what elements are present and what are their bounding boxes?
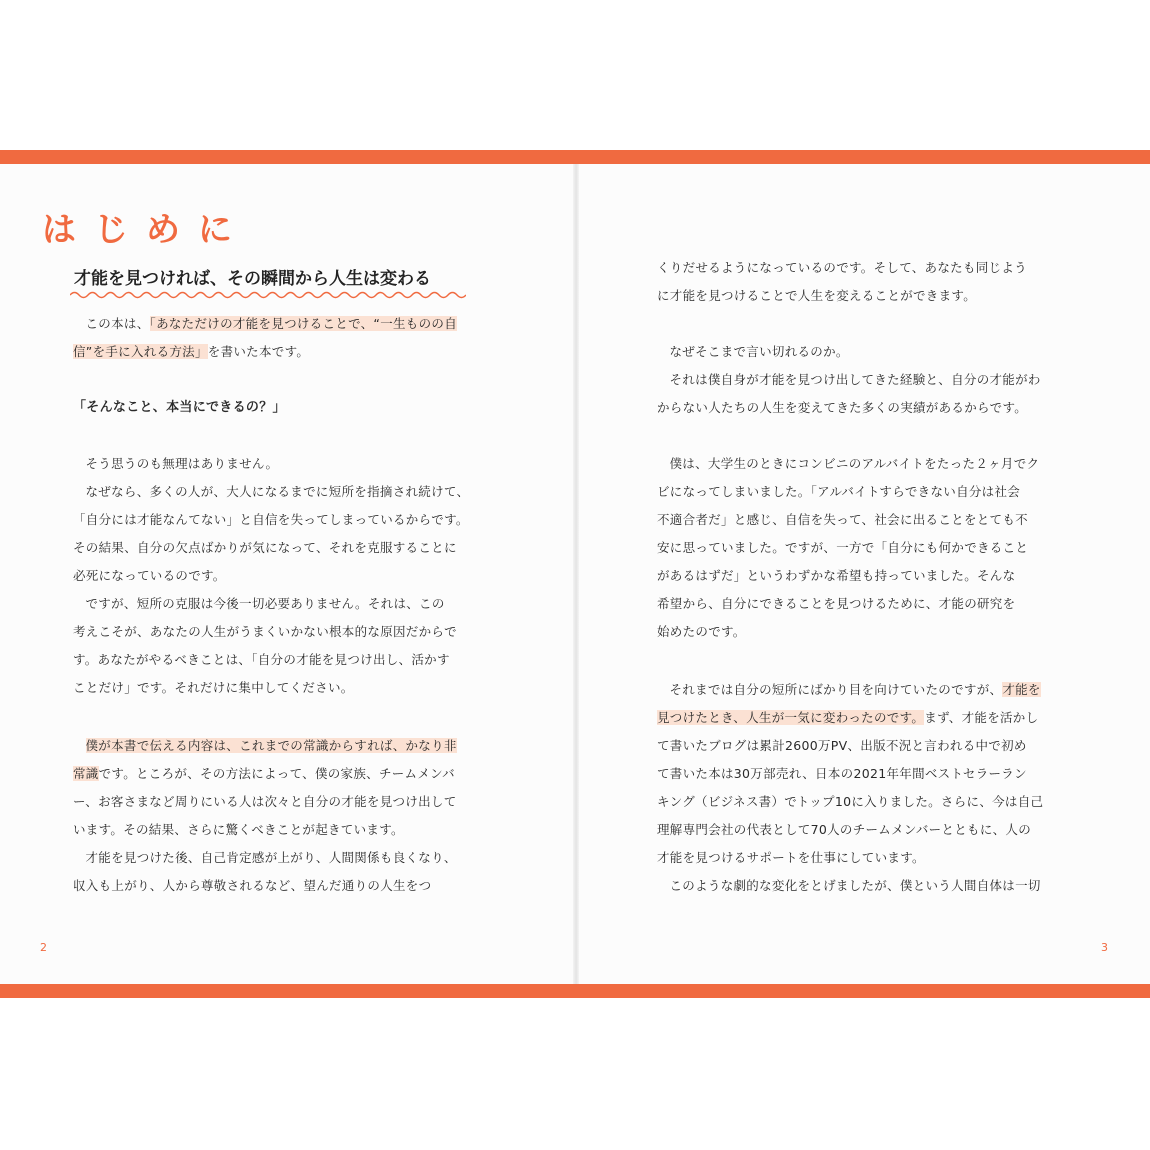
page-number: 2 xyxy=(40,941,47,954)
text-line: キング（ビジネス書）でトップ10に入りました。さらに、今は自己 xyxy=(657,794,1044,809)
wavy-underline xyxy=(70,290,466,300)
text-line: 希望から、自分にできることを見つけるために、才能の研究を xyxy=(657,596,1016,611)
text-line xyxy=(657,676,1077,704)
page-number: 3 xyxy=(1101,941,1108,954)
text-span: それまでは自分の短所にばかり目を向けていたのですが、 xyxy=(669,682,1003,697)
text-line xyxy=(73,338,503,366)
text-line: 僕は、大学生のときにコンビニのアルバイトをたった２ヶ月でク xyxy=(669,456,1040,471)
text-span: を書いた本です。 xyxy=(207,344,310,359)
text-line xyxy=(73,760,503,788)
highlight: 才能を xyxy=(1002,682,1041,697)
wavy-underline-path xyxy=(70,293,466,298)
text-line: そう思うのも無理はありません。 xyxy=(85,456,279,471)
text-line: て書いた本は30万部売れ、日本の2021年年間ベストセラーラン xyxy=(657,766,1027,781)
text-line: て書いたブログは累計2600万PV、出版不況と言われる中で初め xyxy=(657,738,1027,753)
highlight: 見つけたとき、人生が一気に変わったのです。 xyxy=(657,710,925,725)
book-spread xyxy=(0,150,1150,998)
text-line: このような劇的な変化をとげましたが、僕という人間自体は一切 xyxy=(669,878,1041,893)
bottom-accent-band xyxy=(0,984,1150,998)
text-line xyxy=(657,704,1077,732)
text-line: 必死になっているのです。 xyxy=(73,568,226,583)
text-line: に才能を見つけることで人生を変えることができます。 xyxy=(657,288,977,303)
text-span: まず、才能を活かし xyxy=(924,710,1039,725)
text-line: その結果、自分の欠点ばかりが気になって、それを克服することに xyxy=(73,540,457,555)
body-paragraph-1 xyxy=(73,450,503,702)
chapter-title: はじめに xyxy=(42,210,250,250)
highlight: 「あなただけの才能を見つけることで、“一生ものの自 xyxy=(149,316,457,331)
text-line: 理解専門会社の代表として70人のチームメンバーとともに、人の xyxy=(657,822,1032,837)
left-page xyxy=(0,164,573,984)
text-line: なぜなら、多くの人が、大人になるまでに短所を指摘され続けて、 xyxy=(85,484,470,499)
text-line: それは僕自身が才能を見つけ出してきた経験と、自分の才能がわ xyxy=(669,372,1041,387)
text-line: くりだせるようになっているのです。そして、あなたも同じよう xyxy=(657,260,1027,275)
text-span: この本は、 xyxy=(85,316,150,331)
text-line: 才能を見つけた後、自己肯定感が上がり、人間関係も良くなり、 xyxy=(85,850,457,865)
text-line: す。あなたがやるべきことは、「自分の才能を見つけ出し、活かす xyxy=(73,652,450,667)
highlight: 常識 xyxy=(73,766,99,781)
text-line: 考えこそが、あなたの人生がうまくいかない根本的な原因だからで xyxy=(73,624,457,639)
text-line: ですが、短所の克服は今後一切必要ありません。それは、この xyxy=(85,596,445,611)
text-line: 安に思っていました。ですが、一方で「自分にも何かできること xyxy=(657,540,1029,555)
text-line: ー、お客さまなど周りにいる人は次々と自分の才能を見つけ出して xyxy=(73,794,457,809)
text-line: います。その結果、さらに驚くべきことが起きています。 xyxy=(73,822,404,837)
text-line: があるはずだ」というわずかな希望も持っていました。そんな xyxy=(657,568,1016,583)
text-line: なぜそこまで言い切れるのか。 xyxy=(669,344,849,359)
quote-line: 「そんなこと、本当にできるの？」 xyxy=(73,400,286,415)
text-line: 収入も上がり、人から尊敬されるなど、望んだ通りの人生をつ xyxy=(73,878,432,893)
text-line: 才能を見つけるサポートを仕事にしています。 xyxy=(657,850,925,865)
text-line xyxy=(73,310,503,338)
top-accent-band xyxy=(0,150,1150,164)
text-line: 始めたのです。 xyxy=(657,624,746,639)
text-line: ことだけ」です。それだけに集中してください。 xyxy=(73,680,354,695)
right-paragraph-1 xyxy=(657,254,1077,310)
text-line: 「自分には才能なんてない」と自信を失ってしまっているからです。 xyxy=(73,512,469,527)
intro-paragraph xyxy=(73,310,503,366)
right-paragraph-3 xyxy=(657,450,1077,646)
text-line: ビになってしまいました。「アルバイトすらできない自分は社会 xyxy=(657,484,1021,499)
quote-block xyxy=(73,394,503,422)
right-paragraph-2 xyxy=(657,338,1077,422)
section-heading: 才能を見つければ、その瞬間から人生は変わる xyxy=(74,269,431,289)
right-page xyxy=(579,164,1150,984)
body-paragraph-2 xyxy=(73,732,503,900)
highlight: 僕が本書で伝える内容は、これまでの常識からすれば、かなり非 xyxy=(85,738,457,753)
text-line: からない人たちの人生を変えてきた多くの実績があるからです。 xyxy=(657,400,1028,415)
text-line xyxy=(73,732,503,760)
text-span: です。ところが、その方法によって、僕の家族、チームメンバ xyxy=(98,766,455,781)
highlight: 信”を手に入れる方法」 xyxy=(73,344,208,359)
text-line: 不適合者だ」と感じ、自信を失って、社会に出ることをとても不 xyxy=(657,512,1028,527)
right-paragraph-4 xyxy=(657,676,1077,900)
